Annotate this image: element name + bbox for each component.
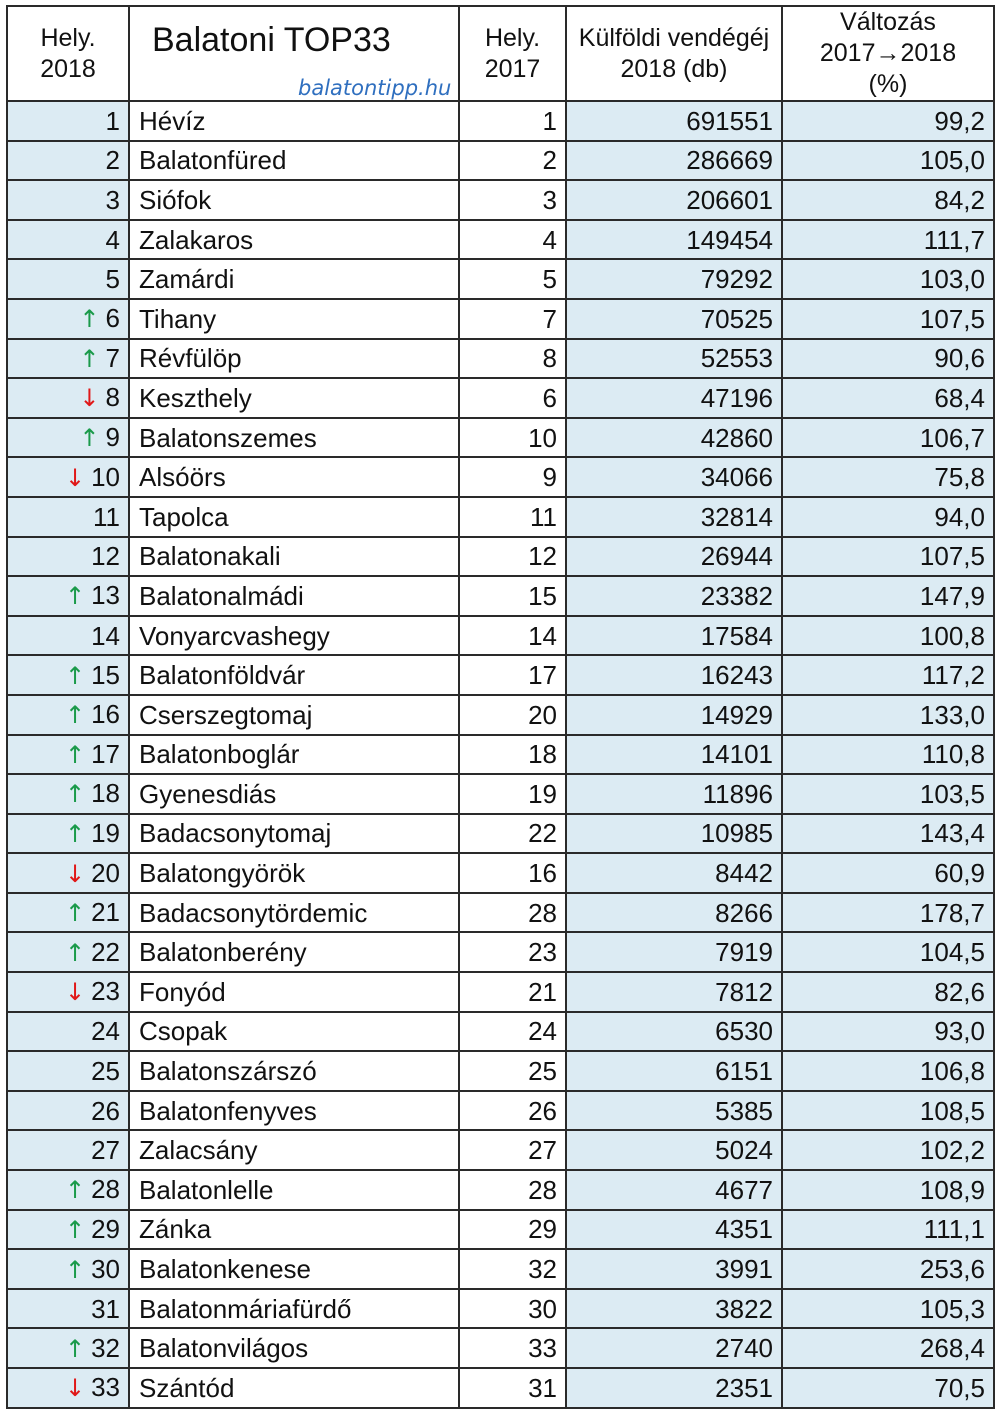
guest-nights-value: 691551 — [566, 101, 782, 141]
table-row — [7, 1249, 994, 1289]
rank-2018-value: 12 — [91, 541, 120, 572]
rank-2017-value: 7 — [459, 299, 566, 339]
rank-2017-value: 24 — [459, 1012, 566, 1052]
rank-2018-value: 10 — [91, 461, 120, 492]
table-row — [7, 418, 994, 458]
rank-2018-cell — [7, 101, 129, 141]
change-percent-value: 102,2 — [782, 1130, 994, 1170]
rank-2018-cell — [7, 774, 129, 814]
guest-nights-value: 14929 — [566, 695, 782, 735]
town-name: Hévíz — [129, 101, 459, 141]
guest-nights-value: 23382 — [566, 576, 782, 616]
town-name: Fonyód — [129, 972, 459, 1012]
header-row — [7, 6, 994, 101]
table-row — [7, 853, 994, 893]
arrow-down-icon: ↓ — [79, 384, 100, 413]
rank-2017-value: 4 — [459, 220, 566, 260]
rank-2018-value: 8 — [105, 382, 120, 413]
rank-2017-value: 25 — [459, 1051, 566, 1091]
rank-2018-value: 31 — [91, 1293, 120, 1324]
rank-2017-value: 29 — [459, 1210, 566, 1250]
rank-2018-value: 23 — [91, 976, 120, 1007]
town-name: Csopak — [129, 1012, 459, 1052]
change-percent-value: 60,9 — [782, 853, 994, 893]
rank-2018-value: 13 — [91, 580, 120, 611]
guest-nights-value: 16243 — [566, 655, 782, 695]
table-row — [7, 1130, 994, 1170]
rank-2018-value: 28 — [91, 1174, 120, 1205]
town-name: Zalakaros — [129, 220, 459, 260]
rank-2017-value: 16 — [459, 853, 566, 893]
change-percent-value: 108,5 — [782, 1091, 994, 1131]
table-row — [7, 1051, 994, 1091]
header-rank-2018-label: Hely. 2018 — [40, 23, 96, 83]
table-row — [7, 932, 994, 972]
table-row — [7, 576, 994, 616]
change-percent-value: 94,0 — [782, 497, 994, 537]
guest-nights-value: 8442 — [566, 853, 782, 893]
rank-2018-value: 33 — [91, 1372, 120, 1403]
town-name: Balatonlelle — [129, 1170, 459, 1210]
rank-2018-cell — [7, 457, 129, 497]
rank-2018-cell — [7, 616, 129, 656]
change-percent-value: 105,0 — [782, 141, 994, 181]
guest-nights-value: 149454 — [566, 220, 782, 260]
change-percent-value: 75,8 — [782, 457, 994, 497]
table-row — [7, 893, 994, 933]
table-row — [7, 695, 994, 735]
change-percent-value: 253,6 — [782, 1249, 994, 1289]
arrow-up-icon: ↑ — [64, 780, 86, 809]
arrow-up-icon: ↑ — [79, 305, 100, 334]
header-rank-2018 — [7, 6, 129, 101]
rank-2018-value: 21 — [91, 897, 120, 928]
town-name: Siófok — [129, 180, 459, 220]
rank-2017-value: 17 — [459, 655, 566, 695]
guest-nights-value: 7812 — [566, 972, 782, 1012]
rank-2018-cell — [7, 814, 129, 854]
rank-2018-cell — [7, 299, 129, 339]
rank-2017-value: 3 — [459, 180, 566, 220]
rank-2017-value: 23 — [459, 932, 566, 972]
table-row — [7, 735, 994, 775]
rank-2018-value: 5 — [105, 264, 120, 295]
rank-2018-value: 14 — [91, 620, 120, 651]
rank-2018-cell — [7, 1328, 129, 1368]
table-row — [7, 814, 994, 854]
town-name: Cserszegtomaj — [129, 695, 459, 735]
arrow-up-icon: ↑ — [64, 899, 86, 928]
table-row — [7, 537, 994, 577]
town-name: Gyenesdiás — [129, 774, 459, 814]
arrow-up-icon: ↑ — [64, 1176, 86, 1205]
guest-nights-value: 5385 — [566, 1091, 782, 1131]
rank-2018-value: 9 — [105, 422, 120, 453]
header-change-label: Változás 2017→2018 (%) — [819, 8, 957, 98]
rank-2017-value: 10 — [459, 418, 566, 458]
town-name: Tihany — [129, 299, 459, 339]
rank-2018-value: 30 — [91, 1253, 120, 1284]
table-row — [7, 655, 994, 695]
header-rank-2017 — [459, 6, 566, 101]
arrow-up-icon: ↑ — [64, 701, 86, 730]
guest-nights-value: 6530 — [566, 1012, 782, 1052]
rank-2018-cell — [7, 853, 129, 893]
rank-2017-value: 19 — [459, 774, 566, 814]
guest-nights-value: 2351 — [566, 1368, 782, 1408]
table-row — [7, 339, 994, 379]
change-percent-value: 93,0 — [782, 1012, 994, 1052]
change-percent-value: 143,4 — [782, 814, 994, 854]
rank-2018-cell — [7, 1210, 129, 1250]
change-percent-value: 100,8 — [782, 616, 994, 656]
town-name: Alsóörs — [129, 457, 459, 497]
guest-nights-value: 42860 — [566, 418, 782, 458]
rank-2018-cell — [7, 1051, 129, 1091]
arrow-up-icon: ↑ — [64, 938, 86, 967]
change-percent-value: 106,7 — [782, 418, 994, 458]
rank-2017-value: 18 — [459, 735, 566, 775]
table-row — [7, 1328, 994, 1368]
rank-2018-cell — [7, 932, 129, 972]
table-row — [7, 1012, 994, 1052]
rank-2017-value: 12 — [459, 537, 566, 577]
town-name: Balatonkenese — [129, 1249, 459, 1289]
ranking-table-container — [6, 5, 993, 1409]
rank-2017-value: 30 — [459, 1289, 566, 1329]
rank-2018-value: 3 — [105, 184, 120, 215]
arrow-up-icon: ↑ — [64, 1215, 86, 1244]
guest-nights-value: 52553 — [566, 339, 782, 379]
guest-nights-value: 17584 — [566, 616, 782, 656]
ranking-table — [6, 5, 995, 1409]
rank-2017-value: 20 — [459, 695, 566, 735]
town-name: Vonyarcvashegy — [129, 616, 459, 656]
rank-2018-cell — [7, 497, 129, 537]
rank-2018-cell — [7, 655, 129, 695]
rank-2017-value: 9 — [459, 457, 566, 497]
rank-2018-cell — [7, 576, 129, 616]
guest-nights-value: 32814 — [566, 497, 782, 537]
change-percent-value: 84,2 — [782, 180, 994, 220]
change-percent-value: 133,0 — [782, 695, 994, 735]
rank-2018-value: 16 — [91, 699, 120, 730]
guest-nights-value: 5024 — [566, 1130, 782, 1170]
rank-2018-cell — [7, 1012, 129, 1052]
guest-nights-value: 4351 — [566, 1210, 782, 1250]
change-percent-value: 117,2 — [782, 655, 994, 695]
guest-nights-value: 47196 — [566, 378, 782, 418]
rank-2018-value: 22 — [91, 936, 120, 967]
town-name: Badacsonytördemic — [129, 893, 459, 933]
table-row — [7, 101, 994, 141]
rank-2018-cell — [7, 1091, 129, 1131]
rank-2018-cell — [7, 1130, 129, 1170]
rank-2017-value: 5 — [459, 259, 566, 299]
town-name: Balatonberény — [129, 932, 459, 972]
arrow-down-icon: ↓ — [64, 463, 86, 492]
rank-2018-cell — [7, 339, 129, 379]
arrow-up-icon: ↑ — [64, 661, 86, 690]
guest-nights-value: 7919 — [566, 932, 782, 972]
change-percent-value: 268,4 — [782, 1328, 994, 1368]
town-name: Zamárdi — [129, 259, 459, 299]
change-percent-value: 82,6 — [782, 972, 994, 1012]
arrow-up-icon: ↑ — [79, 344, 100, 373]
rank-2018-cell — [7, 220, 129, 260]
rank-2017-value: 1 — [459, 101, 566, 141]
rank-2018-value: 7 — [105, 342, 120, 373]
change-percent-value: 104,5 — [782, 932, 994, 972]
rank-2018-value: 1 — [105, 105, 120, 136]
rank-2018-value: 27 — [91, 1135, 120, 1166]
rank-2018-value: 26 — [91, 1095, 120, 1126]
rank-2017-value: 31 — [459, 1368, 566, 1408]
header-change — [782, 6, 994, 101]
header-title-cell — [129, 6, 459, 101]
table-row — [7, 1210, 994, 1250]
guest-nights-value: 10985 — [566, 814, 782, 854]
table-row — [7, 299, 994, 339]
change-percent-value: 106,8 — [782, 1051, 994, 1091]
table-row — [7, 1289, 994, 1329]
guest-nights-value: 70525 — [566, 299, 782, 339]
town-name: Balatonszemes — [129, 418, 459, 458]
town-name: Balatonalmádi — [129, 576, 459, 616]
guest-nights-value: 2740 — [566, 1328, 782, 1368]
rank-2018-cell — [7, 735, 129, 775]
table-row — [7, 259, 994, 299]
town-name: Révfülöp — [129, 339, 459, 379]
rank-2018-value: 11 — [93, 501, 120, 532]
town-name: Balatonvilágos — [129, 1328, 459, 1368]
site-watermark: balatontipp.hu — [298, 76, 452, 100]
arrow-down-icon: ↓ — [64, 978, 86, 1007]
town-name: Szántód — [129, 1368, 459, 1408]
table-row — [7, 616, 994, 656]
town-name: Balatonmáriafürdő — [129, 1289, 459, 1329]
rank-2018-value: 17 — [91, 738, 120, 769]
guest-nights-value: 34066 — [566, 457, 782, 497]
change-percent-value: 70,5 — [782, 1368, 994, 1408]
change-percent-value: 90,6 — [782, 339, 994, 379]
rank-2018-cell — [7, 1289, 129, 1329]
change-percent-value: 105,3 — [782, 1289, 994, 1329]
town-name: Balatonfüred — [129, 141, 459, 181]
guest-nights-value: 14101 — [566, 735, 782, 775]
town-name: Tapolca — [129, 497, 459, 537]
rank-2018-cell — [7, 695, 129, 735]
town-name: Zánka — [129, 1210, 459, 1250]
change-percent-value: 108,9 — [782, 1170, 994, 1210]
guest-nights-value: 4677 — [566, 1170, 782, 1210]
header-guests-label: Külföldi vendégéj 2018 (db) — [578, 23, 770, 83]
rank-2018-cell — [7, 1170, 129, 1210]
table-row — [7, 774, 994, 814]
town-name: Balatonfenyves — [129, 1091, 459, 1131]
rank-2018-cell — [7, 259, 129, 299]
rank-2018-value: 29 — [91, 1213, 120, 1244]
change-percent-value: 110,8 — [782, 735, 994, 775]
guest-nights-value: 79292 — [566, 259, 782, 299]
rank-2017-value: 11 — [459, 497, 566, 537]
table-body — [7, 101, 994, 1408]
rank-2017-value: 22 — [459, 814, 566, 854]
arrow-up-icon: ↑ — [64, 582, 86, 611]
guest-nights-value: 3991 — [566, 1249, 782, 1289]
rank-2017-value: 28 — [459, 1170, 566, 1210]
rank-2018-value: 24 — [91, 1016, 120, 1047]
arrow-up-icon: ↑ — [64, 819, 86, 848]
table-row — [7, 141, 994, 181]
arrow-up-icon: ↑ — [64, 1255, 86, 1284]
header-guests — [566, 6, 782, 101]
change-percent-value: 99,2 — [782, 101, 994, 141]
guest-nights-value: 3822 — [566, 1289, 782, 1329]
rank-2017-value: 6 — [459, 378, 566, 418]
change-percent-value: 147,9 — [782, 576, 994, 616]
arrow-down-icon: ↓ — [64, 1374, 86, 1403]
rank-2017-value: 15 — [459, 576, 566, 616]
rank-2018-value: 15 — [91, 659, 120, 690]
rank-2018-value: 19 — [91, 817, 120, 848]
change-percent-value: 103,0 — [782, 259, 994, 299]
change-percent-value: 111,1 — [782, 1210, 994, 1250]
town-name: Keszthely — [129, 378, 459, 418]
town-name: Balatonszárszó — [129, 1051, 459, 1091]
rank-2018-value: 18 — [91, 778, 120, 809]
table-row — [7, 180, 994, 220]
rank-2018-cell — [7, 893, 129, 933]
arrow-up-icon: ↑ — [64, 1334, 86, 1363]
town-name: Balatonföldvár — [129, 655, 459, 695]
table-row — [7, 220, 994, 260]
header-rank-2017-label: Hely. 2017 — [484, 23, 541, 83]
change-percent-value: 111,7 — [782, 220, 994, 260]
guest-nights-value: 6151 — [566, 1051, 782, 1091]
table-row — [7, 1368, 994, 1408]
change-percent-value: 178,7 — [782, 893, 994, 933]
change-percent-value: 107,5 — [782, 537, 994, 577]
rank-2018-value: 4 — [105, 224, 120, 255]
change-percent-value: 107,5 — [782, 299, 994, 339]
guest-nights-value: 8266 — [566, 893, 782, 933]
table-row — [7, 457, 994, 497]
rank-2018-value: 25 — [91, 1056, 120, 1087]
rank-2018-cell — [7, 1249, 129, 1289]
rank-2018-value: 32 — [91, 1332, 120, 1363]
rank-2017-value: 2 — [459, 141, 566, 181]
table-row — [7, 1091, 994, 1131]
table-row — [7, 497, 994, 537]
arrow-up-icon: ↑ — [79, 424, 100, 453]
guest-nights-value: 11896 — [566, 774, 782, 814]
rank-2018-cell — [7, 418, 129, 458]
rank-2018-cell — [7, 180, 129, 220]
change-percent-value: 68,4 — [782, 378, 994, 418]
rank-2017-value: 21 — [459, 972, 566, 1012]
rank-2018-cell — [7, 537, 129, 577]
rank-2018-cell — [7, 1368, 129, 1408]
town-name: Zalacsány — [129, 1130, 459, 1170]
rank-2017-value: 28 — [459, 893, 566, 933]
arrow-up-icon: ↑ — [64, 740, 86, 769]
page-title: Balatoni TOP33 — [152, 21, 391, 59]
rank-2018-value: 6 — [105, 303, 120, 334]
rank-2017-value: 33 — [459, 1328, 566, 1368]
guest-nights-value: 206601 — [566, 180, 782, 220]
guest-nights-value: 286669 — [566, 141, 782, 181]
table-row — [7, 972, 994, 1012]
table-row — [7, 378, 994, 418]
rank-2018-value: 2 — [105, 145, 120, 176]
rank-2018-cell — [7, 378, 129, 418]
table-row — [7, 1170, 994, 1210]
rank-2017-value: 32 — [459, 1249, 566, 1289]
change-percent-value: 103,5 — [782, 774, 994, 814]
rank-2018-cell — [7, 141, 129, 181]
rank-2017-value: 14 — [459, 616, 566, 656]
rank-2017-value: 8 — [459, 339, 566, 379]
town-name: Balatonakali — [129, 537, 459, 577]
rank-2018-value: 20 — [91, 857, 120, 888]
guest-nights-value: 26944 — [566, 537, 782, 577]
arrow-down-icon: ↓ — [64, 859, 86, 888]
rank-2018-cell — [7, 972, 129, 1012]
town-name: Balatongyörök — [129, 853, 459, 893]
town-name: Badacsonytomaj — [129, 814, 459, 854]
town-name: Balatonboglár — [129, 735, 459, 775]
rank-2017-value: 27 — [459, 1130, 566, 1170]
rank-2017-value: 26 — [459, 1091, 566, 1131]
